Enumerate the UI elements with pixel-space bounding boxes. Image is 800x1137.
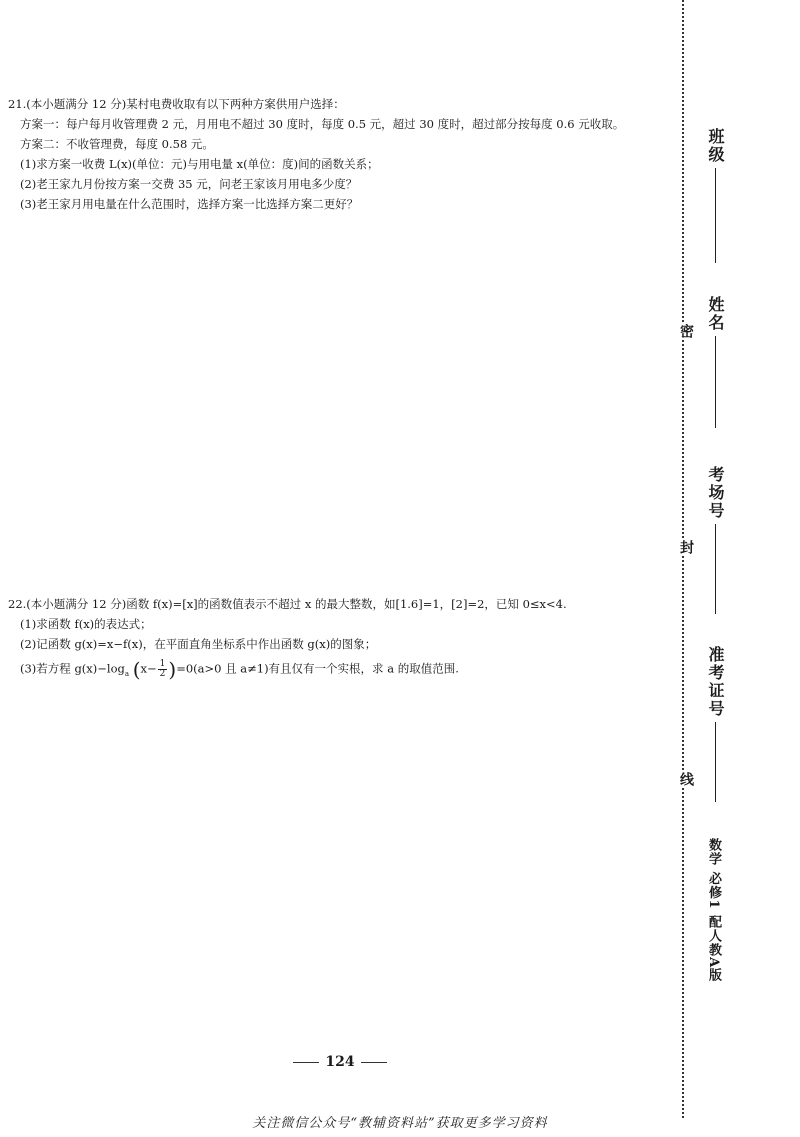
- seal-xian: 线: [678, 772, 694, 786]
- page-number-value: 124: [325, 1054, 355, 1070]
- q22-sub2: (2)记函数 g(x)=x−f(x)，在平面直角坐标系中作出函数 g(x)的图象；: [20, 637, 377, 651]
- log-base: a: [124, 669, 130, 678]
- name-field[interactable]: [704, 296, 727, 428]
- q21-sub3: (3)老王家月用电量在什么范围时，选择方案一比选择方案二更好？: [20, 197, 359, 211]
- room-label: 考场号: [706, 466, 725, 520]
- q21-plan-two: 方案二：不收管理费，每度 0.58 元。: [20, 137, 214, 151]
- fraction-denominator: 2: [159, 669, 166, 679]
- fraction: [158, 660, 168, 679]
- subject-label: 数学 必修1 配人教A版: [706, 838, 721, 983]
- binding-dotted-line: [682, 0, 684, 1118]
- q22-title: 22.(本小题满分 12 分)函数 f(x)=[x]的函数值表示不超过 x 的最大整数，如[1.6]=1，[2]=2，已知 0≤x<4.: [8, 597, 567, 611]
- q22-sub3-text-c: =0(a>0 且 a≠1)有且仅有一个实根，求 a 的取值范围.: [176, 661, 459, 676]
- ticket-label: 准考证号: [706, 646, 725, 718]
- room-blank[interactable]: [715, 524, 716, 614]
- q22-sub3-text-a: (3)若方程 g(x)−log: [20, 661, 125, 676]
- footer-note: 关注微信公众号“教辅资料站”获取更多学习资料: [252, 1116, 548, 1131]
- q22-sub1: (1)求函数 f(x)的表达式；: [20, 617, 152, 631]
- name-label: 姓名: [706, 296, 725, 332]
- q22-sub3-text-b: x−: [140, 661, 157, 676]
- ticket-field[interactable]: [704, 646, 727, 802]
- q22-sub3: [20, 657, 459, 682]
- class-blank[interactable]: [715, 168, 716, 263]
- class-field[interactable]: [704, 128, 727, 263]
- seal-mi: 密: [678, 324, 694, 338]
- q21-title: 21.(本小题满分 12 分)某村电费收取有以下两种方案供用户选择：: [8, 97, 345, 111]
- fraction-numerator: 1: [159, 659, 166, 669]
- name-blank[interactable]: [715, 336, 716, 428]
- q21-sub1: (1)求方案一收费 L(x)(单位：元)与用电量 x(单位：度)间的函数关系；: [20, 157, 379, 171]
- q21-sub2: (2)老王家九月份按方案一交费 35 元，问老王家该月用电多少度？: [20, 177, 358, 191]
- page-number-dash-left: [293, 1062, 319, 1063]
- seal-feng: 封: [678, 540, 694, 554]
- room-field[interactable]: [704, 466, 727, 614]
- class-label: 班级: [706, 128, 725, 164]
- right-paren: ): [168, 657, 177, 682]
- left-paren: (: [132, 657, 141, 682]
- ticket-blank[interactable]: [715, 722, 716, 802]
- q21-plan-one: 方案一：每户每月收管理费 2 元，月用电不超过 30 度时，每度 0.5 元，超过 30 度时，超过部分按每度 0.6 元收取。: [20, 117, 625, 131]
- page-number: [0, 1054, 680, 1070]
- page-number-dash-right: [361, 1062, 387, 1063]
